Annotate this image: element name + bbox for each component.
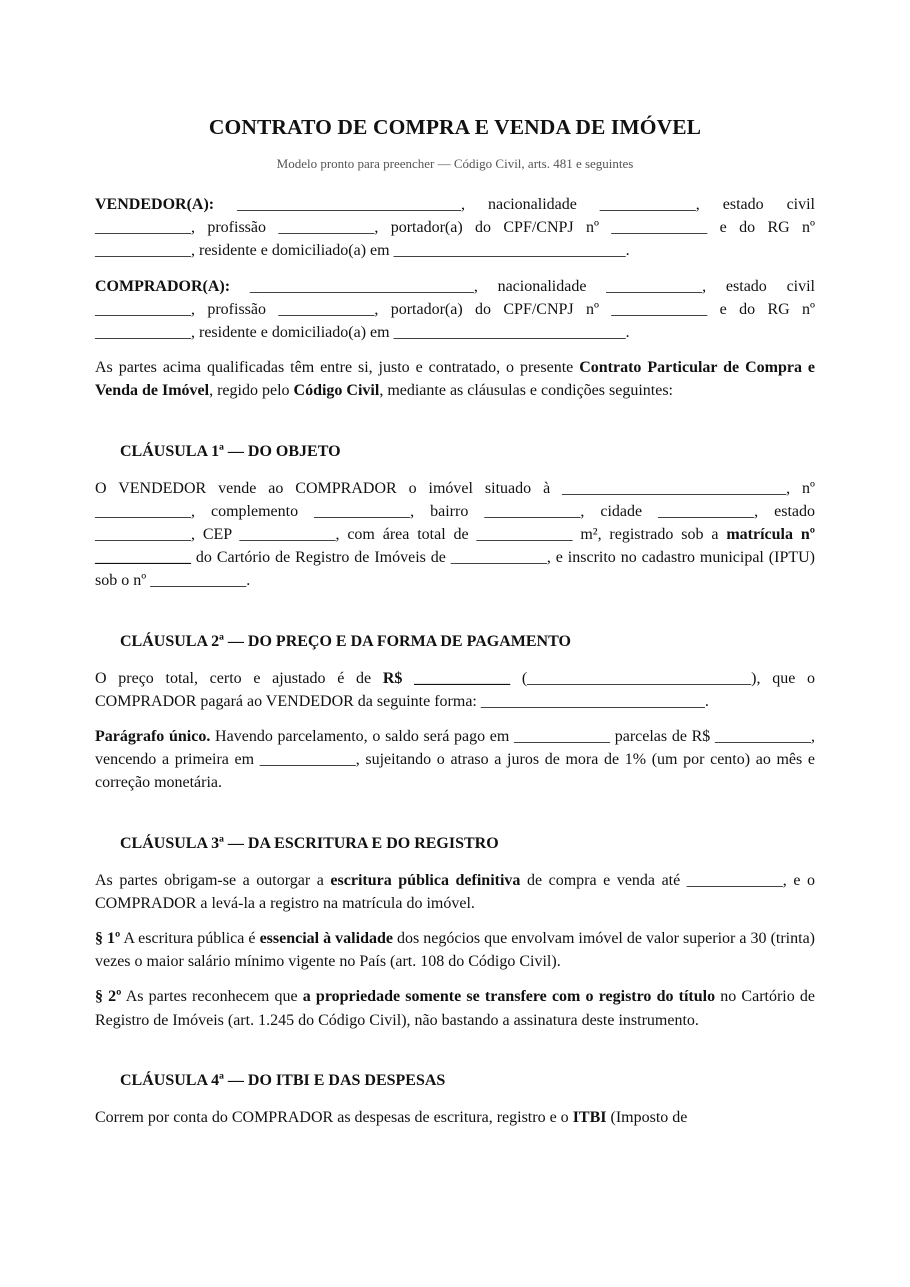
clause-3-text-1: As partes obrigam-se a outorgar a (95, 871, 331, 889)
clause-3-section-1-text-1: A escritura pública é (120, 930, 260, 948)
intro-text-3: , mediante as cláusulas e condições seguintes: (379, 382, 673, 400)
clause-4-text-2: (Imposto de (606, 1108, 688, 1126)
clause-3-section-1 (95, 927, 815, 973)
clause-1-heading: CLÁUSULA 1ª — DO OBJETO (120, 442, 341, 460)
document-title: CONTRATO DE COMPRA E VENDA DE IMÓVEL (208, 115, 702, 139)
clause-2-sole-label: Parágrafo único. (95, 728, 211, 746)
clause-3-text-2: de compra e venda até ____________, e o COMPRADOR a levá-la a registro na matrícula do imóvel. (95, 871, 815, 912)
clause-2-bold-1: R$ ____________ (382, 669, 511, 687)
clause-3-section-2-text-2: no Cartório de Registro de Imóveis (art. 1.245 do Código Civil), não bastando a assinatura deste instrumento. (95, 988, 816, 1029)
clause-1-text-2: do Cartório de Registro de Imóveis de ____________, e inscrito no cadastro municipal (IPTU) sob o nº ____________. (95, 549, 815, 590)
clause-3-heading: CLÁUSULA 3ª — DA ESCRITURA E DO REGISTRO (120, 834, 499, 852)
clause-2-sole-paragraph (95, 725, 815, 795)
seller-label: VENDEDOR(A): (95, 196, 215, 213)
clause-2-text-2: (____________________________), que o COMPRADOR pagará ao VENDEDOR da seguinte forma: ____________________________. (95, 669, 816, 710)
clause-1-paragraph (95, 477, 815, 593)
clause-2-sole-text: Havendo parcelamento, o saldo será pago em ____________ parcelas de R$ ____________, vencendo a primeira em ____________, sujeitando o atraso a juros de mora de 1% (um por cento) ao mês e correção monetária. (95, 728, 815, 792)
intro-paragraph (95, 356, 815, 402)
clause-3-section-1-text-2: dos negócios que envolvam imóvel de valor superior a 30 (trinta) vezes o maior salário mínimo vigente no País (art. 108 do Código Civil). (95, 930, 816, 971)
seller-paragraph (95, 193, 815, 263)
clause-3-paragraph (95, 869, 815, 915)
buyer-text: ____________________________, nacionalidade ____________, estado civil ____________, profissão ____________, portador(a) do CPF/CNPJ nº ____________ e do RG nº ____________, residente e domiciliado(a) em _____________________________. (95, 277, 815, 342)
clause-2-heading: CLÁUSULA 2ª — DO PREÇO E DA FORMA DE PAGAMENTO (120, 632, 571, 650)
clause-4-bold-1: ITBI (572, 1108, 607, 1126)
buyer-label: COMPRADOR(A): (95, 277, 231, 295)
clause-3-section-2 (95, 985, 815, 1031)
intro-bold-1: Contrato Particular de Compra e Venda de Imóvel (95, 359, 815, 400)
buyer-paragraph (95, 275, 815, 345)
clause-1-text-1: O VENDEDOR vende ao COMPRADOR o imóvel situado à ____________________________, nº ____________, complemento ____________, bairro ____________, cidade ____________, estado ____________, CEP ____________, com área total de ____________ m², registrado sob a (95, 479, 815, 544)
clause-4-text-1: Correm por conta do COMPRADOR as despesas de escritura, registro e o (95, 1108, 573, 1126)
clause-3-bold-1: escritura pública definitiva (330, 871, 521, 889)
clause-3-section-2-bold: a propriedade somente se transfere com o registro do título (302, 988, 716, 1006)
intro-bold-2: Código Civil (293, 382, 380, 400)
clause-2-text-1: O preço total, certo e ajustado é de (95, 669, 383, 687)
clause-3-section-1-bold: essencial à validade (259, 930, 393, 948)
clause-3-section-2-label: § 2º (95, 988, 122, 1006)
clause-4-heading: CLÁUSULA 4ª — DO ITBI E DAS DESPESAS (120, 1071, 446, 1089)
clause-1-bold-1: matrícula nº ____________ (95, 526, 816, 567)
seller-text: ____________________________, nacionalidade ____________, estado civil ____________, profissão ____________, portador(a) do CPF/CNPJ nº ____________ e do RG nº ____________, residente e domiciliado(a) em _____________________________. (95, 196, 815, 260)
document-subtitle: Modelo pronto para preencher — Código Civil, arts. 481 e seguintes (276, 156, 634, 171)
intro-text-1: As partes acima qualificadas têm entre si, justo e contratado, o presente (95, 359, 580, 377)
clause-3-section-1-label: § 1º (95, 930, 121, 948)
contract-page (95, 0, 815, 1129)
clause-3-section-2-text-1: As partes reconhecem que (121, 988, 303, 1006)
clause-2-paragraph (95, 667, 815, 713)
clause-4-paragraph (95, 1106, 815, 1129)
intro-text-2: , regido pelo (209, 382, 294, 400)
